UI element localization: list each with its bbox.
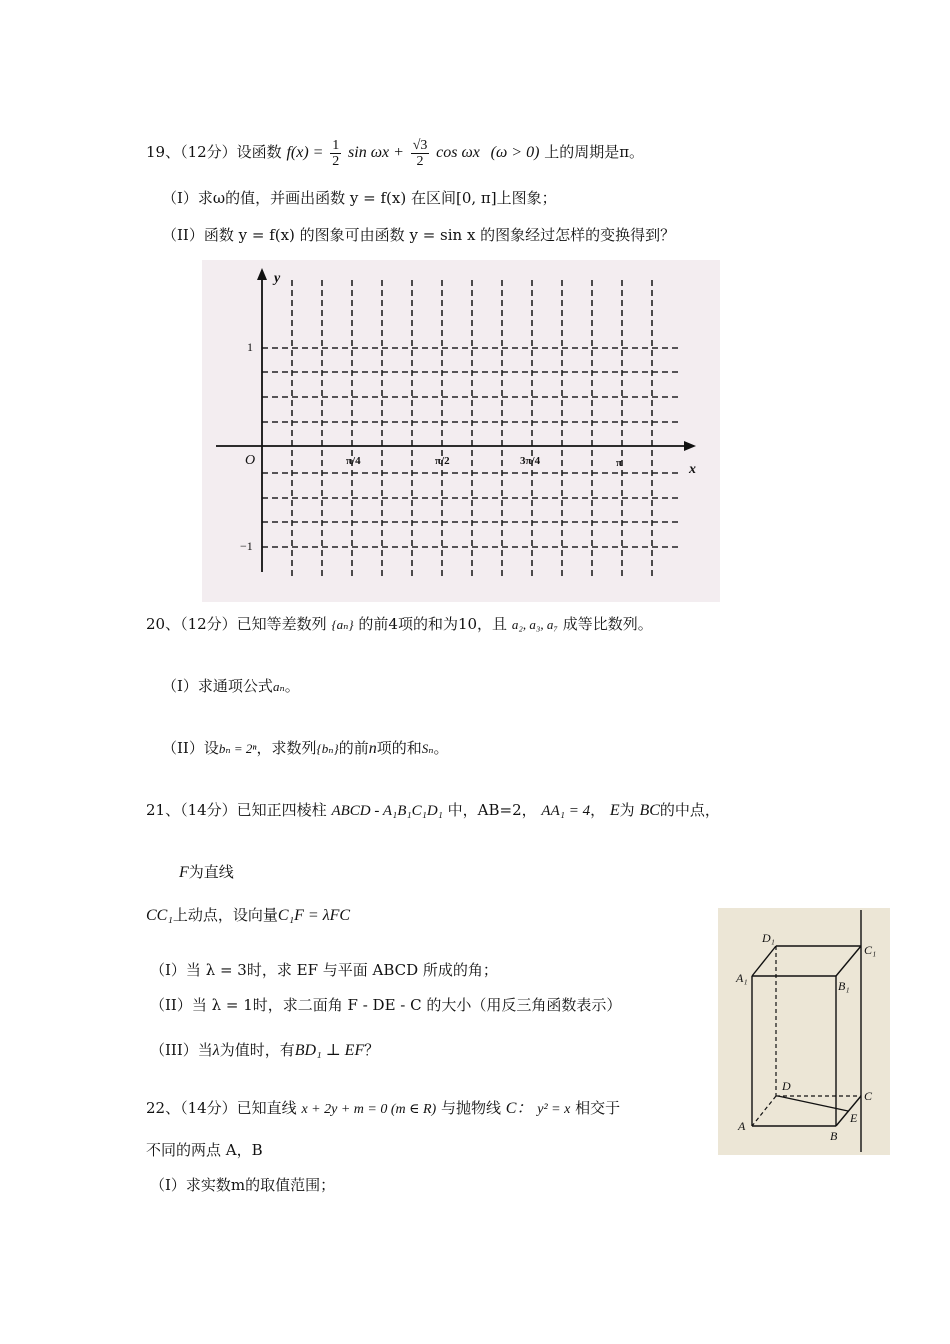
q20-part2: （II）设bₙ = 2ⁿ，求数列{bₙ}的前n项的和Sₙ。 — [162, 739, 449, 757]
y-tick-minus-1: −1 — [240, 539, 253, 553]
q19-stem: 19、（12分）设函数 f(x) = $\frac{1}{2}$ sin ωx + $\frac{√3}{2}$ cos ωx (ω > 0) 上的周期是π。 — [146, 137, 645, 169]
x-axis-label: x — [689, 462, 696, 477]
x-tick-pi: π — [616, 457, 623, 469]
label-e: E — [850, 1111, 858, 1125]
label-c1: C₁ — [864, 943, 877, 957]
x-tick-3pi-4: 3π/4 — [520, 455, 541, 467]
label-b1: B₁ — [838, 979, 850, 993]
q21-stem-f: F为直线 — [179, 863, 234, 881]
fraction-half: $\frac{1}{2}$ — [332, 137, 340, 169]
label-d1: D₁ — [762, 931, 775, 945]
q22-part1: （I）求实数m的取值范围； — [150, 1176, 336, 1194]
label-b: B — [830, 1129, 838, 1143]
q22-stem: 22、（14分）已知直线 x + 2y + m = 0 (m ∈ R) 与抛物线 C： y² = x 相交于 — [146, 1099, 621, 1117]
q20-stem: 20、（12分）已知等差数列 {aₙ} 的前4项的和为10，且 a₂, a₃, a₇ 成等比数列。 — [146, 615, 653, 633]
x-tick-pi-4: π/4 — [346, 455, 361, 467]
q21-part3: （III）当λ为值时，有BD₁ ⊥ EF？ — [150, 1041, 380, 1059]
q21-part2: （II）当 λ = 1时，求二面角 F - DE - C 的大小（用反三角函数表示） — [150, 996, 622, 1014]
graph-grid-figure — [202, 260, 720, 602]
q22-stem-line2: 不同的两点 A，B — [146, 1141, 263, 1159]
q20-part1: （I）求通项公式aₙ。 — [162, 677, 300, 695]
y-axis-label: y — [274, 271, 281, 286]
q21-part1: （I）当 λ = 3时，求 EF 与平面 ABCD 所成的角； — [150, 961, 498, 979]
fraction-sqrt3-half: $\frac{√3}{2}$ — [412, 137, 428, 169]
label-a: A — [738, 1119, 746, 1133]
label-c: C — [864, 1089, 873, 1103]
label-d: D — [782, 1079, 791, 1093]
q21-stem-vector: CC₁上动点，设向量C₁F = λFC — [146, 906, 351, 924]
label-a1: A₁ — [736, 971, 748, 985]
prism-figure — [718, 908, 890, 1155]
y-tick-1: 1 — [247, 340, 253, 354]
q19-part2: （II）函数 y = f(x) 的图象可由函数 y = sin x 的图象经过怎样的变换得到？ — [162, 226, 676, 244]
origin-label: O — [245, 453, 256, 468]
q19-part1: （I）求ω的值，并画出函数 y = f(x) 在区间[0, π]上图象； — [162, 189, 557, 207]
q21-stem: 21、（14分）已知正四棱柱 ABCD - A₁B₁C₁D₁ 中，AB=2， AA₁ = 4， E为 BC的中点， — [146, 801, 720, 819]
x-tick-pi-2: π/2 — [435, 455, 450, 467]
